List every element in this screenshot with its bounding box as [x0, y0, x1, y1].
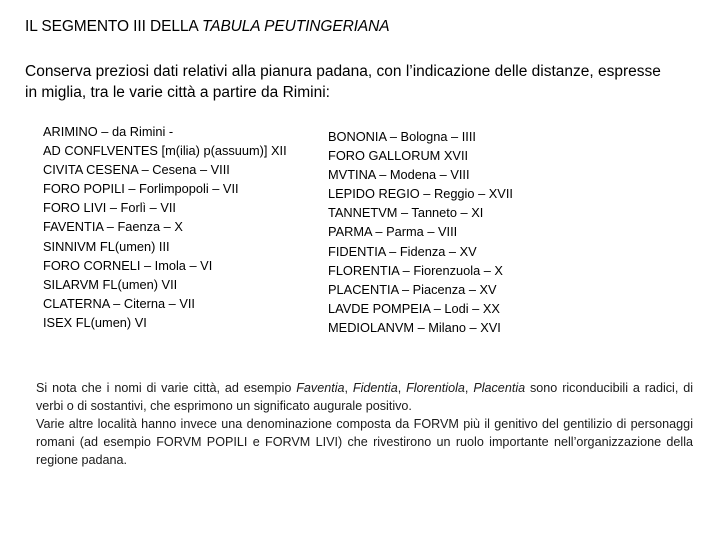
list-item: FORO GALLORUM XVII: [328, 148, 469, 164]
list-item: MVTINA – Modena – VIII: [328, 167, 470, 183]
list-item: PLACENTIA – Piacenza – XV: [328, 281, 497, 297]
list-item: MEDIOLANVM – Milano – XVI: [328, 319, 501, 335]
list-item: ARIMINO – da Rimini -: [43, 124, 174, 139]
itinerary-list-left: [43, 122, 287, 332]
title-italic: TABULA PEUTINGERIANA: [201, 18, 390, 35]
intro-paragraph: [25, 61, 705, 103]
list-item: ISEX FL(umen) VI: [43, 314, 147, 330]
intro-line-1: Conserva preziosi dati relativi alla pianura padana, con l’indicazione delle distanze, espresse: [25, 63, 661, 80]
itinerary-list-right: [328, 127, 513, 337]
list-item: TANNETVM – Tanneto – XI: [328, 205, 484, 221]
list-item: PARMA – Parma – VIII: [328, 224, 458, 240]
city-name-fidentia: Fidentia: [352, 381, 398, 395]
list-item: FIDENTIA – Fidenza – XV: [328, 243, 477, 259]
city-name-faventia: Faventia: [296, 381, 345, 395]
list-item: FORO CORNELI – Imola – VI: [43, 257, 213, 273]
note-separator: ,: [464, 381, 474, 395]
city-name-florentiola: Florentiola: [406, 381, 465, 395]
list-item: BONONIA – Bologna – IIII: [328, 129, 476, 144]
list-item: SILARVM FL(umen) VII: [43, 276, 178, 292]
note-paragraph-2: Varie altre località hanno invece una denominazione composta da FORVM più il genitivo del gentilizio di personaggi romani (ad esempio FORVM POPILI e FORVM LIVI) che rivestirono un ruolo importante nell’organizzazione della regione padana.: [36, 417, 693, 467]
note-section: [36, 379, 693, 469]
note-separator: ,: [397, 381, 407, 395]
note-paragraph-1: [36, 379, 693, 415]
list-item: SINNIVM FL(umen) III: [43, 238, 170, 254]
list-item: FLORENTIA – Fiorenzuola – X: [328, 262, 503, 278]
list-item: LEPIDO REGIO – Reggio – XVII: [328, 186, 513, 202]
list-item: AD CONFLVENTES [m(ilia) p(assuum)] XII: [43, 143, 287, 159]
list-item: LAVDE POMPEIA – Lodi – XX: [328, 300, 500, 316]
list-item: CLATERNA – Citerna – VII: [43, 295, 195, 311]
title-upright: IL SEGMENTO III DELLA: [25, 18, 202, 35]
page-title: [25, 18, 389, 36]
list-item: FAVENTIA – Faenza – X: [43, 219, 183, 235]
note-text: sono riconducibili a radici, di verbi o di sostantivi, che esprimono un significato augurale positivo.: [36, 381, 694, 413]
note-text: Si nota che i nomi di varie città, ad esempio: [36, 381, 297, 395]
list-item: FORO POPILI – Forlimpopoli – VII: [43, 181, 239, 197]
list-item: FORO LIVI – Forlì – VII: [43, 200, 176, 216]
list-item: CIVITA CESENA – Cesena – VIII: [43, 162, 230, 178]
intro-line-2: in miglia, tra le varie città a partire da Rimini:: [25, 84, 330, 101]
note-separator: ,: [344, 381, 353, 395]
city-name-placentia: Placentia: [473, 381, 526, 395]
